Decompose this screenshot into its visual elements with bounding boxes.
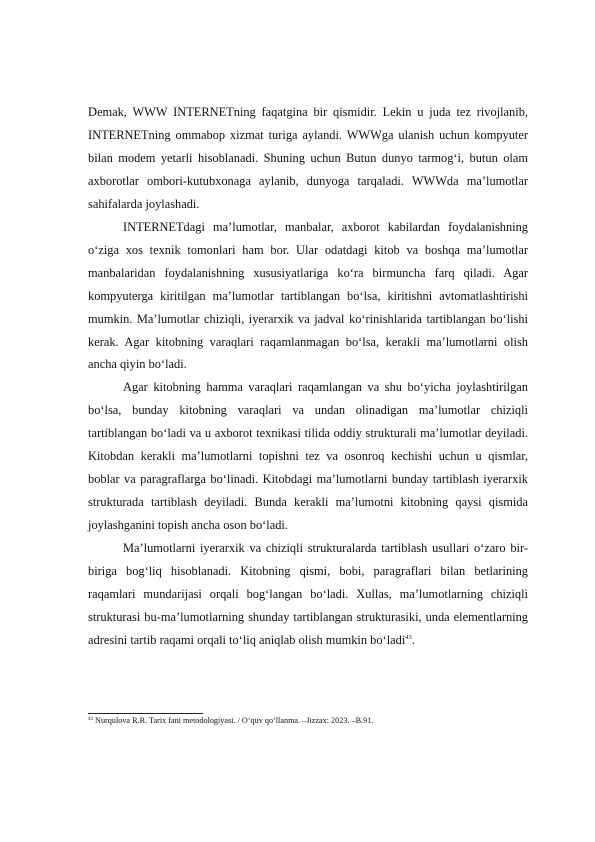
footnote-number: 43 <box>88 717 93 722</box>
document-body <box>88 101 528 652</box>
footnote <box>88 715 528 726</box>
footnote-reference: 43 <box>405 633 412 641</box>
paragraph-3: Agar kitobning hamma varaqlari raqamlangan va shu bo‘yicha joylashtirilgan bo‘lsa, bunday kitobning varaqlari va undan olinadigan ma’lumotlar chiziqli tartiblangan bo‘ladi va u axborot texnikasi tilida oddiy strukturali ma’lumotlar deyiladi. Kitobdan kerakli ma’lumotlarni topishni tez va osonroq kechishi uchun u qismlar, boblar va paragraflarga bo‘linadi. Kitobdagi ma’lumotlarni bunday tartiblash iyerarxik strukturada tartiblash deyiladi. Bunda kerakli ma’lumotni kitobning qaysi qismida joylashganini topish ancha oson bo‘ladi. <box>88 380 528 533</box>
paragraph-4-text: Ma’lumotlarni iyerarxik va chiziqli strukturalarda tartiblash usullari o‘zaro bir-biriga bog‘liq hisoblanadi. Kitobning qismi, bobi, paragraflari bilan betlarining raqamlari mundarijasi orqali bog‘langan bo‘ladi. Xullas, ma’lumotlarning chiziqli strukturasi bu-ma’lumotlarning shunday tartiblangan strukturasiki, unda elementlarning adresini tartib raqami orqali to‘liq aniqlab olish mumkin bo‘ladi <box>88 541 528 647</box>
paragraph-4: Ma’lumotlarni iyerarxik va chiziqli strukturalarda tartiblash usullari o‘zaro bir-biriga bog‘liq hisoblanadi. Kitobning qismi, bobi, paragraflari bilan betlarining raqamlari mundarijasi orqali bog‘langan bo‘ladi. Xullas, ma’lumotlarning chiziqli strukturasi bu-ma’lumotlarning shunday tartiblangan strukturasiki, unda elementlarning adresini tartib raqami orqali to‘liq aniqlab olish mumkin bo‘ladi$^{43}$. <box>88 541 528 647</box>
paragraph-2: INTERNETdagi ma’lumotlar, manbalar, axborot kabilardan foydalanishning o‘ziga xos texnik tomonlari ham bor. Ular odatdagi kitob va boshqa ma’lumotlar manbalaridan foydalanishning xususiyatlariga ko‘ra birmuncha farq qiladi. Agar kompyuterga kiritilgan ma’lumotlar tartiblangan bo‘lsa, kiritishni avtomatlashtirishi mumkin. Ma’lumotlar chiziqli, iyerarxik va jadval ko‘rinishlarida tartiblangan bo‘lishi kerak. Agar kitobning varaqlari raqamlanmagan bo‘lsa, kerakli ma’lumotlarni olish ancha qiyin bo‘ladi. <box>88 219 528 372</box>
footnote-text: Nurqulova R.R. Tarix fani metodologiyasi. / O‘quv qo‘llanma. –Jizzax: 2023. –B.91. <box>95 716 374 725</box>
paragraph-1: Demak, WWW INTERNETning faqatgina bir qismidir. Lekin u juda tez rivojlanib, INTERNETning ommabop xizmat turiga aylandi. WWWga ulanish uchun kompyuter bilan modem yetarli hisoblanadi. Shuning uchun Butun dunyo tarmog‘i, butun olam axborotlar ombori-kutubxonaga aylanib, dunyoga tarqaladi. WWWda ma’lumotlar sahifalarda joylashadi. <box>88 105 528 211</box>
footnote-separator <box>88 713 203 714</box>
